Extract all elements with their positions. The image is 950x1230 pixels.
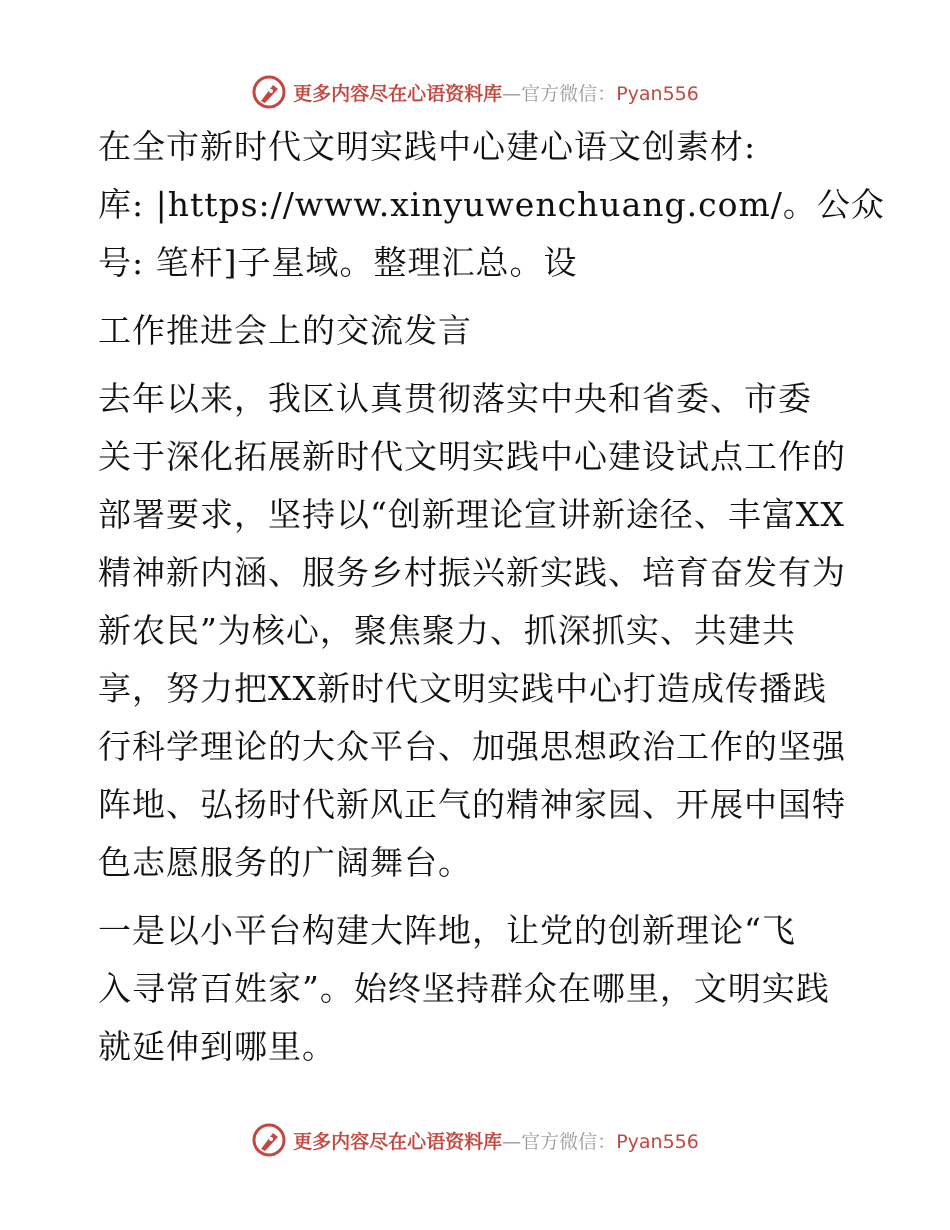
pen-nib-icon xyxy=(251,1122,287,1158)
paragraph-subtitle xyxy=(98,302,868,360)
header-banner-text xyxy=(293,79,699,106)
text-line: 部署要求，坚持以“创新理论宣讲新途径、丰富XX xyxy=(98,495,845,534)
text-line: 去年以来，我区认真贯彻落实中央和省委、市委 xyxy=(98,379,812,418)
text-line: 号: 笔杆]子星域。整理汇总。设 xyxy=(98,243,578,282)
footer-banner-brand: 官方微信： xyxy=(521,1130,617,1153)
footer-banner-dash: — xyxy=(502,1130,522,1153)
text-line: 阵地、弘扬时代新风正气的精神家园、开展中国特 xyxy=(98,785,846,824)
header-banner-handle: Pyan556 xyxy=(616,82,699,105)
paragraph-intro xyxy=(98,118,885,292)
text-line: 库: |https://www.xinyuwenchuang.com/。公众 xyxy=(98,185,885,224)
text-line: 享，努力把XX新时代文明实践中心打造成传播践 xyxy=(98,669,827,708)
text-line: 就延伸到哪里。 xyxy=(98,1027,336,1066)
document-body xyxy=(98,118,885,1076)
text-line: 色志愿服务的广阔舞台。 xyxy=(98,843,472,882)
text-line: 精神新内涵、服务乡村振兴新实践、培育奋发有为 xyxy=(98,553,846,592)
header-banner-dash: — xyxy=(502,82,522,105)
text-line: 关于深化拓展新时代文明实践中心建设试点工作的 xyxy=(98,437,846,476)
header-banner-inner xyxy=(251,74,699,110)
header-banner-prefix: 更多内容尽在心语资料库 xyxy=(293,82,503,105)
footer-banner-inner xyxy=(251,1122,699,1158)
paragraph-body-2 xyxy=(98,902,868,1076)
footer-banner xyxy=(0,1120,950,1160)
footer-banner-text xyxy=(293,1127,699,1154)
footer-banner-prefix: 更多内容尽在心语资料库 xyxy=(293,1130,503,1153)
text-line: 新农民”为核心，聚焦聚力、抓深抓实、共建共 xyxy=(98,611,796,650)
header-banner xyxy=(0,72,950,112)
footer-banner-handle: Pyan556 xyxy=(616,1130,699,1153)
pen-nib-icon xyxy=(251,74,287,110)
text-line: 行科学理论的大众平台、加强思想政治工作的坚强 xyxy=(98,727,846,766)
text-line: 一是以小平台构建大阵地，让党的创新理论“飞 xyxy=(98,911,796,950)
text-line: 工作推进会上的交流发言 xyxy=(98,311,472,350)
text-line: 在全市新时代文明实践中心建心语文创素材: xyxy=(98,127,757,166)
header-banner-brand: 官方微信： xyxy=(521,82,617,105)
text-line: 入寻常百姓家”。始终坚持群众在哪里，文明实践 xyxy=(98,969,830,1008)
paragraph-body-1 xyxy=(98,370,868,892)
